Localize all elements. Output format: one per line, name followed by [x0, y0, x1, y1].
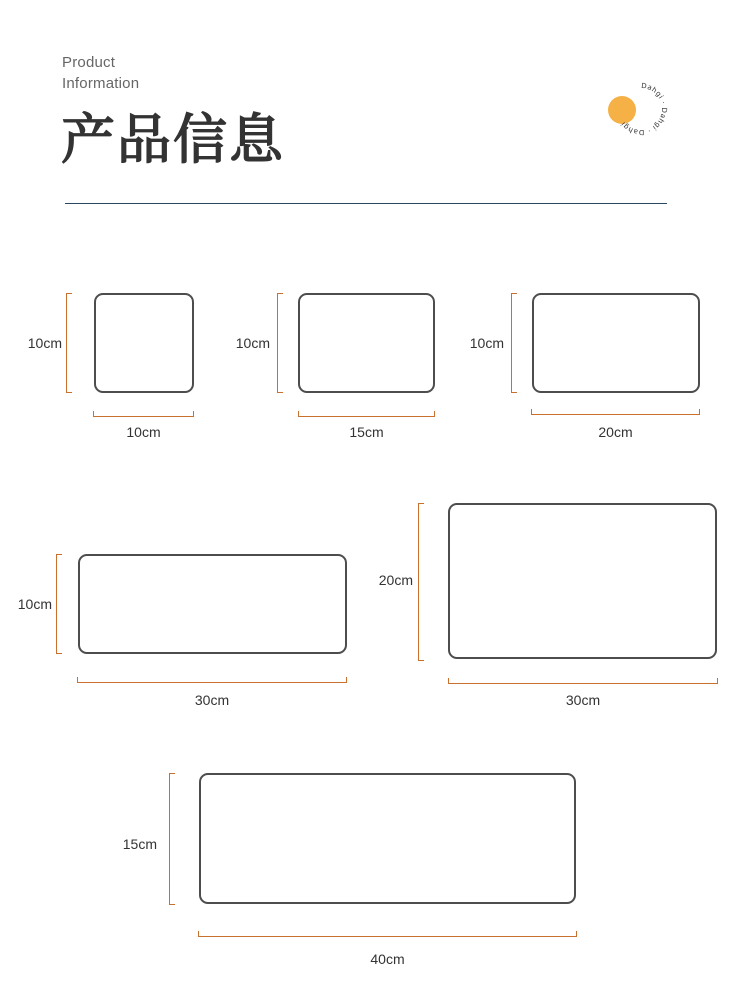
height-label: 10cm [17, 596, 52, 612]
height-label: 10cm [469, 335, 504, 351]
width-label: 30cm [565, 692, 601, 708]
mat-outline [298, 293, 435, 393]
svg-text:Dahgi · Dahgi · Dahgi [619, 82, 668, 136]
mat-outline [199, 773, 576, 904]
mat-outline [448, 503, 717, 659]
height-label: 20cm [378, 572, 413, 588]
badge-text: Dahgi · Dahgi · Dahgi [619, 81, 669, 137]
brand-badge [600, 80, 680, 140]
height-label: 15cm [122, 836, 157, 852]
width-bracket [77, 677, 347, 683]
width-label: 30cm [194, 692, 230, 708]
width-label: 20cm [598, 424, 633, 440]
mat-outline [94, 293, 194, 393]
english-title-line1: Product [62, 54, 116, 71]
height-bracket [66, 293, 72, 393]
width-label: 10cm [126, 424, 161, 440]
height-label: 10cm [235, 335, 270, 351]
width-bracket [93, 411, 194, 417]
header-divider [65, 203, 667, 204]
height-bracket [418, 503, 424, 661]
width-label: 40cm [370, 951, 405, 967]
width-bracket [298, 411, 435, 417]
badge-ring-icon [606, 80, 676, 140]
width-bracket [448, 678, 718, 684]
height-bracket [169, 773, 175, 905]
width-bracket [531, 409, 700, 415]
height-bracket [56, 554, 62, 654]
height-label: 10cm [27, 335, 62, 351]
page-title: 产品信息 [61, 108, 285, 171]
english-title-line2: Information [62, 75, 140, 92]
height-bracket [511, 293, 517, 393]
mat-outline [78, 554, 347, 654]
width-label: 15cm [349, 424, 384, 440]
width-bracket [198, 931, 577, 937]
mat-outline [532, 293, 700, 393]
height-bracket [277, 293, 283, 393]
english-title [62, 52, 139, 94]
